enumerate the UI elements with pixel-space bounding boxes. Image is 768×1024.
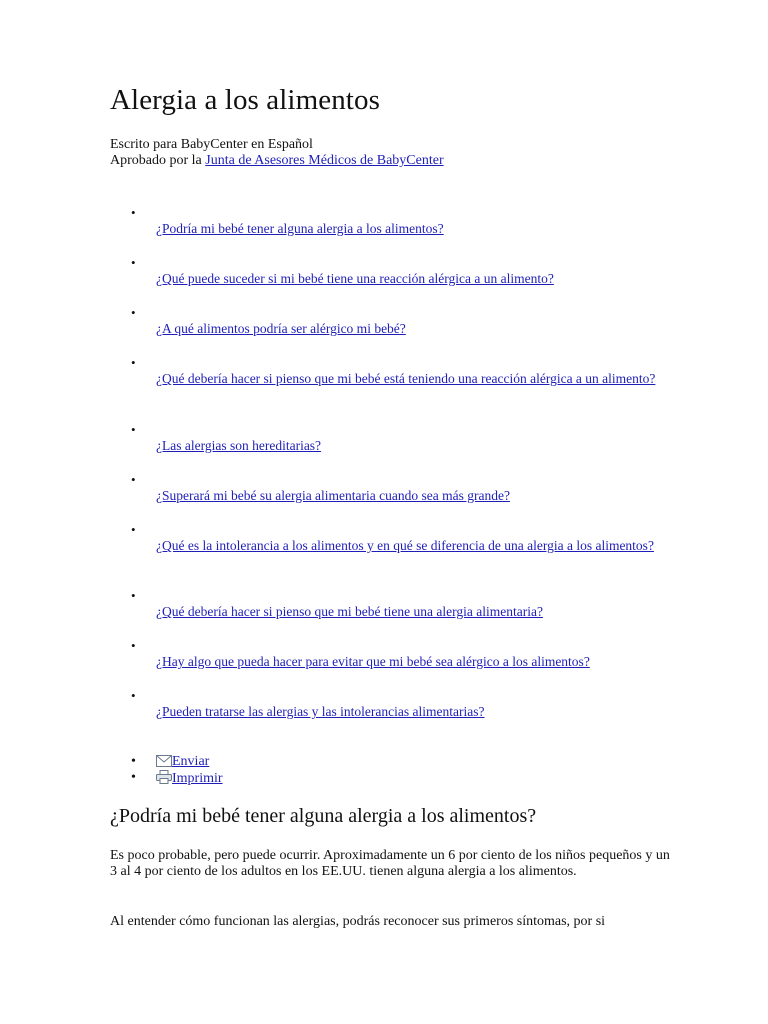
send-link[interactable] [156,754,209,770]
toc-item [110,472,670,522]
paragraph: Es poco probable, pero puede ocurrir. Aproximadamente un 6 por ciento de los niños pequeños y un 3 al 4 por ciento de los adultos en los EE.UU. tienen alguna alergia a los alimentos. [110,848,670,879]
bullet: • [131,205,136,220]
envelope-icon [156,755,172,767]
bullet: • [131,522,136,537]
toc-item [110,588,670,638]
toc-item [110,422,670,472]
section-heading: ¿Podría mi bebé tener alguna alergia a los alimentos? [110,805,537,827]
approval-prefix: Aprobado por la [110,153,206,168]
toc-item [110,355,670,422]
bullet: • [131,638,136,653]
bullet: • [131,472,136,487]
toc-link[interactable]: ¿Superará mi bebé su alergia alimentaria cuando sea más grande? [156,488,510,503]
toc-link[interactable]: ¿Qué debería hacer si pienso que mi bebé está teniendo una reacción alérgica a un alimento? [156,371,656,386]
bullet: • [131,688,136,703]
byline: Escrito para BabyCenter en Español [110,137,313,152]
print-label: Imprimir [172,771,223,786]
toc-link[interactable]: ¿Pueden tratarse las alergias y las intolerancias alimentarias? [156,704,485,719]
toc-item [110,305,670,355]
toc-item [110,522,670,588]
print-link[interactable] [156,770,223,787]
toc-link[interactable]: ¿Podría mi bebé tener alguna alergia a los alimentos? [156,221,444,236]
bullet: • [131,588,136,603]
send-label: Enviar [172,754,210,769]
toc-item [110,205,670,239]
article-meta [110,137,444,169]
toc-item [110,255,670,305]
toc-item [110,688,670,722]
medical-board-link[interactable]: Junta de Asesores Médicos de BabyCenter [205,153,444,168]
table-of-contents [110,205,670,722]
bullet: • [131,255,136,270]
toc-item [110,638,670,688]
toc-link[interactable]: ¿Qué puede suceder si mi bebé tiene una reacción alérgica a un alimento? [156,271,554,286]
bullet: • [131,355,136,370]
bullet: • [131,770,136,785]
toc-link[interactable]: ¿Hay algo que pueda hacer para evitar que mi bebé sea alérgico a los alimentos? [156,654,590,669]
printer-icon [156,770,172,784]
bullet: • [131,305,136,320]
approval-line [110,153,444,169]
page-title: Alergia a los alimentos [110,84,380,116]
toc-link[interactable]: ¿A qué alimentos podría ser alérgico mi bebé? [156,321,406,336]
toc-link[interactable]: ¿Qué debería hacer si pienso que mi bebé tiene una alergia alimentaria? [156,604,543,619]
bullet: • [131,754,136,769]
paragraph: Al entender cómo funcionan las alergias, podrás reconocer sus primeros síntomas, por si [110,914,606,929]
bullet: • [131,422,136,437]
toc-link[interactable]: ¿Las alergias son hereditarias? [156,438,322,453]
toc-link[interactable]: ¿Qué es la intolerancia a los alimentos y en qué se diferencia de una alergia a los alimentos? [156,538,654,553]
